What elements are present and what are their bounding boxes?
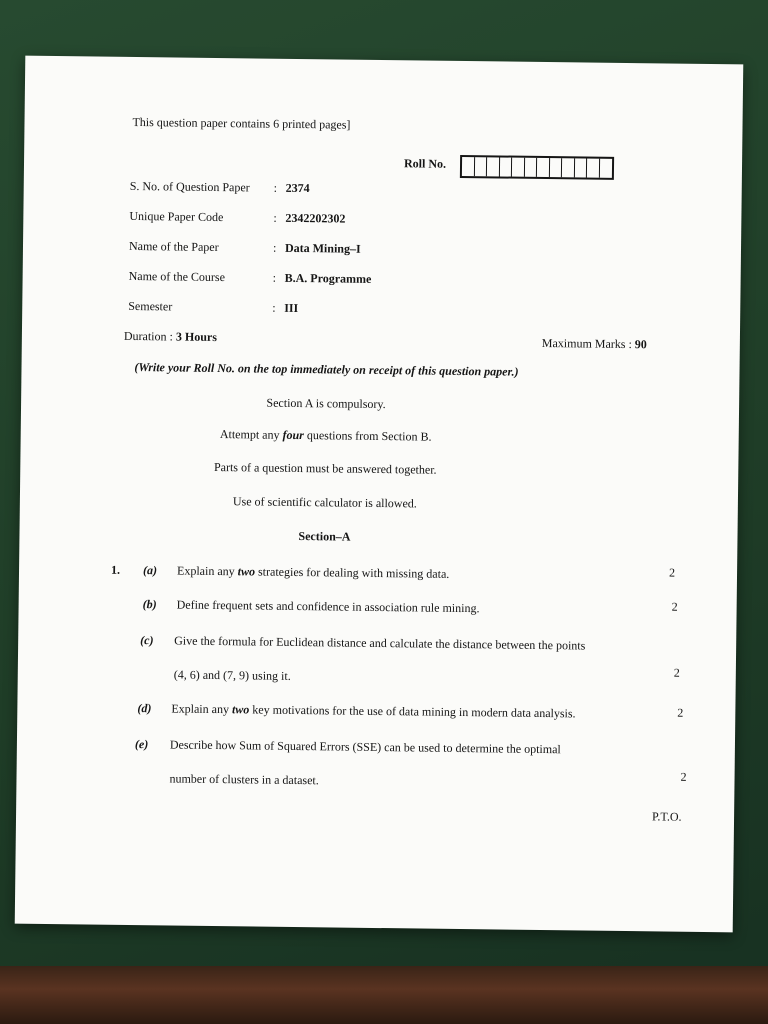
info-separator: : — [272, 270, 277, 285]
info-label-paper-code: Unique Paper Code — [129, 208, 224, 225]
question-label-a: (a) — [142, 563, 158, 578]
question-text-c-line1: Give the formula for Euclidean distance and calculate the distance between the points — [174, 633, 586, 653]
info-label-course-name: Name of the Course — [128, 268, 226, 285]
roll-number-box[interactable] — [462, 157, 475, 176]
info-value-paper-code: 2342202302 — [285, 210, 346, 226]
instruction-attempt-emphasis: four — [282, 427, 304, 443]
question-label-d: (d) — [137, 701, 152, 716]
info-separator: : — [272, 240, 277, 255]
question-marks-b: 2 — [671, 599, 678, 614]
please-turn-over: P.T.O. — [651, 809, 682, 824]
question-marks-e: 2 — [680, 769, 687, 784]
question-label-e: (e) — [134, 737, 149, 752]
question-text-a — [177, 564, 449, 582]
section-title: Section–A — [298, 529, 351, 544]
question-d-emphasis: two — [231, 702, 250, 717]
info-value-serial: 2374 — [285, 180, 310, 196]
info-separator: : — [273, 210, 277, 225]
duration — [124, 329, 217, 345]
roll-number-label: Roll No. — [403, 156, 447, 171]
printed-pages-note: This question paper contains 6 printed pages] — [132, 114, 351, 132]
roll-number-box[interactable] — [549, 158, 562, 177]
question-paper-sheet — [15, 56, 744, 933]
max-marks-label: Maximum Marks : — [541, 335, 635, 352]
roll-number-box[interactable] — [487, 157, 500, 176]
roll-number-box[interactable] — [524, 158, 537, 177]
question-d-pre: Explain any — [171, 701, 233, 717]
question-label-c: (c) — [140, 633, 154, 648]
question-text-b: Define frequent sets and confidence in association rule mining. — [176, 597, 480, 616]
roll-number-box[interactable] — [499, 157, 512, 176]
instruction-calculator: Use of scientific calculator is allowed. — [232, 494, 417, 511]
instruction-compulsory: Section A is compulsory. — [266, 395, 386, 412]
roll-number-box[interactable] — [537, 158, 550, 177]
instruction-attempt-pre: Attempt any — [219, 427, 283, 442]
duration-label: Duration : — [123, 328, 176, 344]
wooden-table-edge — [0, 966, 768, 1024]
info-value-semester: III — [284, 300, 299, 315]
question-marks-d: 2 — [677, 705, 684, 720]
question-d-post: key motivations for the use of data mining in modern data analysis. — [249, 702, 576, 721]
info-separator: : — [273, 180, 278, 195]
info-value-paper-name: Data Mining–I — [284, 240, 361, 256]
info-label-semester: Semester — [128, 298, 173, 314]
roll-number-box[interactable] — [474, 157, 487, 176]
question-a-pre: Explain any — [176, 563, 238, 579]
info-value-course-name: B.A. Programme — [284, 270, 372, 286]
roll-number-box[interactable] — [599, 159, 612, 178]
instruction-parts-together: Parts of a question must be answered together. — [213, 459, 437, 477]
roll-number-box[interactable] — [574, 158, 587, 177]
question-a-post: strategies for dealing with missing data. — [254, 564, 450, 581]
question-label-b: (b) — [142, 597, 157, 612]
question-text-e-line2: number of clusters in a dataset. — [169, 771, 319, 788]
duration-value: 3 Hours — [175, 329, 218, 345]
question-text-c-line2: (4, 6) and (7, 9) using it. — [173, 667, 291, 683]
roll-number-box[interactable] — [512, 158, 525, 177]
maximum-marks — [542, 336, 647, 352]
roll-number-boxes[interactable] — [460, 155, 614, 180]
instruction-attempt-post: questions from Section B. — [303, 428, 432, 444]
info-separator: : — [272, 300, 276, 315]
question-marks-a: 2 — [668, 565, 676, 580]
info-label-serial: S. No. of Question Paper — [129, 178, 250, 195]
roll-number-instruction: (Write your Roll No. on the top immediately on receipt of this question paper.) — [134, 360, 519, 379]
roll-number-box[interactable] — [587, 159, 600, 178]
question-text-d — [171, 701, 575, 721]
info-label-paper-name: Name of the Paper — [128, 238, 219, 255]
instruction-attempt — [21, 425, 631, 447]
roll-number-box[interactable] — [562, 158, 575, 177]
question-a-emphasis: two — [237, 564, 256, 579]
max-marks-value: 90 — [634, 337, 647, 352]
question-text-e-line1: Describe how Sum of Squared Errors (SSE) can be used to determine the optimal — [169, 737, 561, 757]
question-number: 1. — [110, 562, 121, 577]
question-marks-c: 2 — [673, 665, 680, 680]
